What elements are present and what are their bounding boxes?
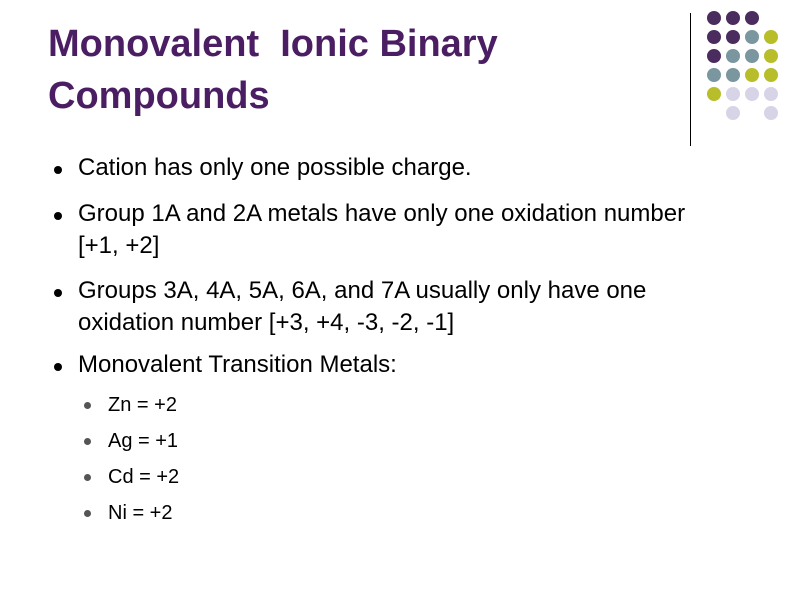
decorative-dot [726,30,740,44]
sub-bullet-text: Zn = +2 [108,394,177,416]
sub-bullet-text: Ag = +1 [108,430,179,452]
decorative-dot [745,68,759,82]
decorative-dot [707,49,721,63]
decorative-dot [726,68,740,82]
decorative-dot [764,87,778,101]
title-divider-line [690,13,691,146]
decorative-dot [745,30,759,44]
bullet-item [78,275,728,339]
bullet-item [78,349,728,381]
sub-bullet-text: Cd = +2 [108,466,180,488]
decorative-dot [745,87,759,101]
bullet-dot-icon [54,212,62,220]
decorative-dot [764,68,778,82]
sub-bullet-item [108,393,408,417]
decorative-dot [707,87,721,101]
bullet-dot-icon [54,289,62,297]
sub-bullet-item [108,501,408,525]
sub-bullet-item [108,429,408,453]
sub-bullet-dot-icon [84,402,91,409]
decorative-dot [764,30,778,44]
decorative-dot [707,30,721,44]
bullet-text: Groups 3A, 4A, 5A, 6A, and 7A usually only have one oxidation number [+3, +4, -3, -2, -1] [78,277,647,336]
sub-bullet-item [108,465,408,489]
sub-bullet-text: Ni = +2 [108,502,173,524]
sub-bullet-dot-icon [84,438,91,445]
decorative-dot [745,11,759,25]
decorative-dot [745,49,759,63]
bullet-text: Cation has only one possible charge. [78,154,472,181]
bullet-dot-icon [54,363,62,371]
sub-bullet-dot-icon [84,474,91,481]
decorative-dot [726,11,740,25]
sub-bullet-dot-icon [84,510,91,517]
decorative-dot [726,87,740,101]
decorative-dot [764,49,778,63]
slide-title: Monovalent Ionic Binary Compounds [48,23,498,117]
decorative-dot [707,11,721,25]
bullet-item [78,152,728,184]
bullet-item [78,198,728,262]
decorative-dot [707,68,721,82]
decorative-dot [726,106,740,120]
decorative-dot [764,106,778,120]
bullet-text: Group 1A and 2A metals have only one oxidation number [+1, +2] [78,200,686,259]
bullet-dot-icon [54,166,62,174]
decorative-dot [726,49,740,63]
bullet-text: Monovalent Transition Metals: [78,351,397,378]
